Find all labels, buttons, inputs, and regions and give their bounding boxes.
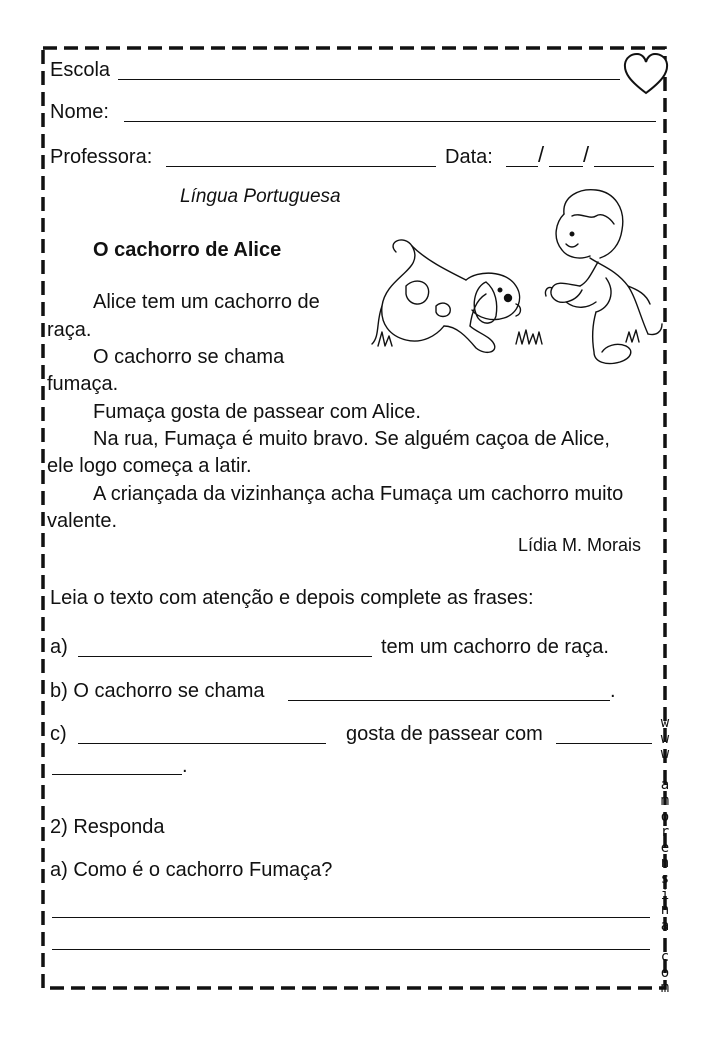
watermark-url — [655, 716, 675, 997]
story-line: fumaça. — [47, 373, 119, 395]
watermark-char: a — [660, 917, 670, 934]
watermark-char: w — [660, 730, 670, 747]
item-a-text: tem um cachorro de raça. — [381, 636, 609, 658]
watermark-char: w — [660, 746, 670, 763]
item-c-prefix: c) — [50, 723, 67, 745]
heart-icon — [622, 52, 670, 96]
teacher-field-line[interactable] — [166, 166, 436, 167]
item-a-prefix: a) — [50, 636, 68, 658]
date-label: Data: — [445, 146, 493, 168]
story-title: O cachorro de Alice — [93, 239, 282, 261]
watermark-char: m — [660, 980, 670, 997]
teacher-label: Professora: — [50, 146, 153, 168]
watermark-char: w — [660, 715, 670, 731]
story-line: A criançada da vizinhança acha Fumaça um cachorro muito — [93, 483, 624, 505]
exercise-instruction: Leia o texto com atenção e depois complete as frases: — [50, 587, 534, 609]
item-c-end: . — [182, 755, 188, 777]
item-a-blank[interactable] — [78, 656, 372, 657]
subject-title: Língua Portuguesa — [180, 186, 341, 207]
watermark-char: o — [660, 964, 670, 981]
school-field-line[interactable] — [118, 79, 620, 80]
watermark-char: c — [660, 948, 670, 965]
watermark-char: n — [660, 855, 670, 872]
item-b-blank[interactable] — [288, 700, 610, 701]
watermark-char: o — [660, 808, 670, 825]
watermark-char: a — [660, 777, 670, 794]
item-c-blank-3[interactable] — [52, 774, 182, 775]
answer-line-1[interactable] — [52, 917, 650, 918]
date-day-line[interactable] — [506, 166, 538, 167]
watermark-char: e — [660, 839, 670, 856]
school-label: Escola — [50, 59, 111, 81]
story-author: Lídia M. Morais — [518, 535, 642, 555]
story-line: valente. — [47, 510, 118, 532]
watermark-char: n — [660, 902, 670, 919]
answer-line-2[interactable] — [52, 949, 650, 950]
story-line: Alice tem um cachorro de — [93, 291, 320, 313]
story-line: Fumaça gosta de passear com Alice. — [93, 401, 421, 423]
story-line: O cachorro se chama — [93, 346, 285, 368]
date-separator-2: / — [583, 142, 590, 167]
item-b-end: . — [610, 680, 616, 702]
item-b-text: b) O cachorro se chama — [50, 680, 265, 702]
date-year-line[interactable] — [594, 166, 654, 167]
date-separator-1: / — [538, 142, 545, 167]
girl-and-dog-illustration — [366, 186, 666, 372]
watermark-char: m — [660, 792, 670, 809]
watermark-char: . — [660, 761, 670, 778]
story-line: ele logo começa a latir. — [47, 455, 252, 477]
date-month-line[interactable] — [549, 166, 583, 167]
item-c-blank-1[interactable] — [78, 743, 326, 744]
story-line: raça. — [47, 319, 92, 341]
name-label: Nome: — [50, 101, 109, 123]
watermark-char: s — [660, 870, 670, 887]
watermark-char: i — [660, 886, 670, 903]
item-c-blank-2[interactable] — [556, 743, 652, 744]
exercise2-title: 2) Responda — [50, 816, 165, 838]
watermark-char: r — [660, 824, 670, 841]
name-field-line[interactable] — [124, 121, 656, 122]
watermark-char: . — [660, 933, 670, 950]
question-a: a) Como é o cachorro Fumaça? — [50, 859, 333, 881]
story-line: Na rua, Fumaça é muito bravo. Se alguém caçoa de Alice, — [93, 428, 610, 450]
item-c-text: gosta de passear com — [346, 723, 543, 745]
